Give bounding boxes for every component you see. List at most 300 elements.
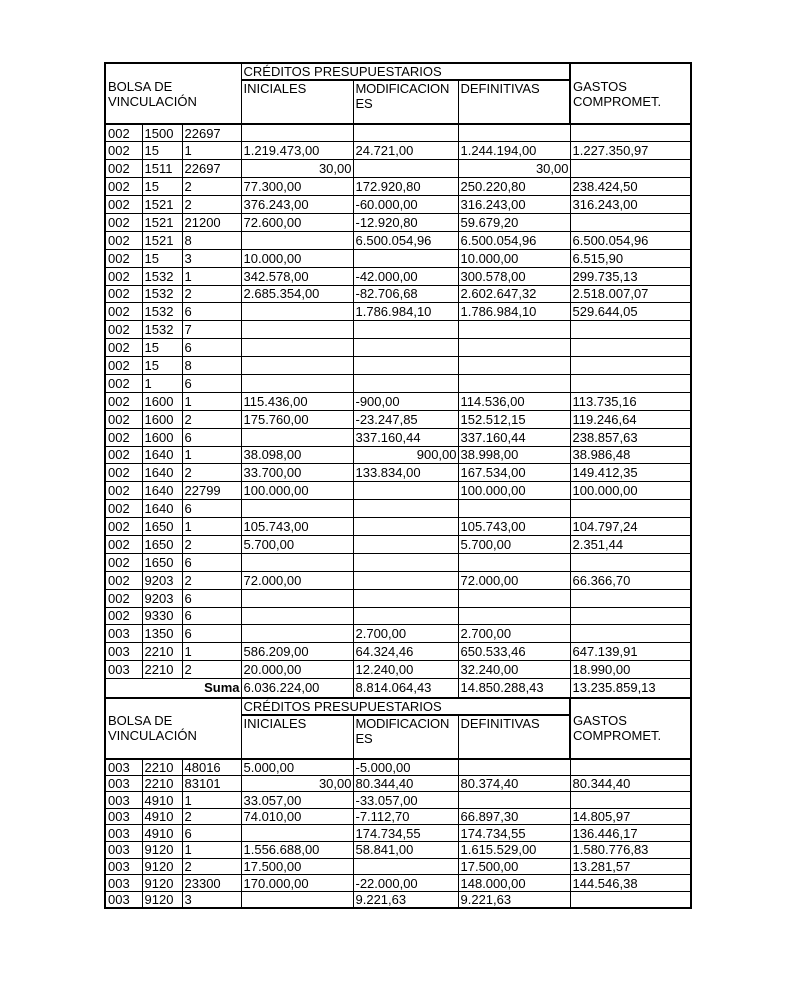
amount-cell [353, 571, 458, 589]
table-row [105, 589, 691, 607]
amount-cell: 66.897,30 [458, 808, 570, 825]
amount-cell: -23.247,85 [353, 410, 458, 428]
amount-cell: 80.344,40 [353, 775, 458, 792]
code-cell: 1 [142, 374, 182, 392]
code-cell: 22697 [182, 124, 241, 142]
code-cell: 1650 [142, 518, 182, 536]
code-cell: 1532 [142, 321, 182, 339]
table-footer [105, 679, 691, 698]
table-header [105, 63, 691, 124]
code-cell: 6 [182, 303, 241, 321]
code-cell: 002 [105, 196, 142, 214]
amount-cell: -12.920,80 [353, 213, 458, 231]
amount-cell: 72.000,00 [458, 571, 570, 589]
header-gastos-comprometidos: GASTOS COMPROMET. [570, 63, 691, 124]
amount-cell [458, 792, 570, 809]
code-cell: 1650 [142, 535, 182, 553]
code-cell: 1600 [142, 392, 182, 410]
amount-cell [353, 607, 458, 625]
code-cell: 002 [105, 178, 142, 196]
code-cell: 002 [105, 142, 142, 160]
amount-cell: 647.139,91 [570, 643, 691, 661]
table-row [105, 321, 691, 339]
amount-cell: 72.000,00 [241, 571, 353, 589]
code-cell: 003 [105, 825, 142, 842]
code-cell: 003 [105, 661, 142, 679]
amount-cell: 6.500.054,96 [458, 231, 570, 249]
amount-cell: 133.834,00 [353, 464, 458, 482]
suma-modificaciones: 8.814.064,43 [353, 679, 458, 698]
code-cell: 002 [105, 160, 142, 178]
code-cell: 003 [105, 759, 142, 776]
amount-cell [241, 891, 353, 908]
amount-cell: 38.098,00 [241, 446, 353, 464]
amount-cell: -33.057,00 [353, 792, 458, 809]
amount-cell: 74.010,00 [241, 808, 353, 825]
amount-cell: 30,00 [241, 775, 353, 792]
code-cell: 1650 [142, 553, 182, 571]
amount-cell: 6.500.054,96 [570, 231, 691, 249]
header-creditos-presupuestarios: CRÉDITOS PRESUPUESTARIOS [241, 699, 570, 715]
code-cell: 9120 [142, 891, 182, 908]
table-row [105, 625, 691, 643]
code-cell: 1640 [142, 446, 182, 464]
amount-cell [458, 357, 570, 375]
code-cell: 2 [182, 178, 241, 196]
table-row [105, 249, 691, 267]
amount-cell: 1.227.350,97 [570, 142, 691, 160]
amount-cell [353, 858, 458, 875]
amount-cell [570, 553, 691, 571]
amount-cell: 2.700,00 [353, 625, 458, 643]
amount-cell [241, 231, 353, 249]
code-cell: 15 [142, 142, 182, 160]
amount-cell: 77.300,00 [241, 178, 353, 196]
amount-cell: -60.000,00 [353, 196, 458, 214]
code-cell: 1 [182, 446, 241, 464]
amount-cell [570, 339, 691, 357]
amount-cell: 114.536,00 [458, 392, 570, 410]
code-cell: 003 [105, 625, 142, 643]
code-cell: 2 [182, 808, 241, 825]
code-cell: 002 [105, 410, 142, 428]
code-cell: 002 [105, 482, 142, 500]
table-row [105, 124, 691, 142]
amount-cell: 342.578,00 [241, 267, 353, 285]
amount-cell [570, 124, 691, 142]
code-cell: 7 [182, 321, 241, 339]
code-cell: 15 [142, 357, 182, 375]
amount-cell [241, 124, 353, 142]
amount-cell: 100.000,00 [570, 482, 691, 500]
table-row [105, 303, 691, 321]
code-cell: 002 [105, 267, 142, 285]
code-cell: 2210 [142, 775, 182, 792]
code-cell: 83101 [182, 775, 241, 792]
amount-cell [353, 321, 458, 339]
code-cell: 003 [105, 891, 142, 908]
amount-cell [241, 607, 353, 625]
amount-cell: 30,00 [241, 160, 353, 178]
amount-cell [570, 891, 691, 908]
code-cell: 1600 [142, 428, 182, 446]
amount-cell [570, 213, 691, 231]
table-row [105, 842, 691, 859]
amount-cell [241, 303, 353, 321]
header-iniciales: INICIALES [241, 715, 353, 759]
code-cell: 2210 [142, 643, 182, 661]
code-cell: 1 [182, 267, 241, 285]
table-row [105, 213, 691, 231]
code-cell: 2 [182, 464, 241, 482]
amount-cell: 80.374,40 [458, 775, 570, 792]
code-cell: 002 [105, 518, 142, 536]
code-cell: 002 [105, 571, 142, 589]
amount-cell [353, 500, 458, 518]
code-cell: 2210 [142, 661, 182, 679]
table-row [105, 267, 691, 285]
code-cell: 3 [182, 891, 241, 908]
amount-cell: 1.219.473,00 [241, 142, 353, 160]
amount-cell: 174.734,55 [353, 825, 458, 842]
table-body-section-2 [105, 759, 691, 908]
code-cell: 1521 [142, 231, 182, 249]
code-cell: 8 [182, 231, 241, 249]
amount-cell: 650.533,46 [458, 643, 570, 661]
budget-table-section-2 [104, 699, 692, 909]
code-cell: 6 [182, 625, 241, 643]
code-cell: 003 [105, 875, 142, 892]
table-row [105, 339, 691, 357]
amount-cell: 100.000,00 [458, 482, 570, 500]
code-cell: 002 [105, 321, 142, 339]
amount-cell: 14.805,97 [570, 808, 691, 825]
table-row [105, 231, 691, 249]
header-modificaciones: MODIFICACIONES [353, 715, 458, 759]
code-cell: 6 [182, 374, 241, 392]
amount-cell [458, 589, 570, 607]
amount-cell: 32.240,00 [458, 661, 570, 679]
amount-cell: 80.344,40 [570, 775, 691, 792]
table-row [105, 775, 691, 792]
amount-cell [458, 374, 570, 392]
amount-cell: 6.515,90 [570, 249, 691, 267]
amount-cell: 2.685.354,00 [241, 285, 353, 303]
code-cell: 2 [182, 535, 241, 553]
code-cell: 002 [105, 392, 142, 410]
amount-cell: 316.243,00 [570, 196, 691, 214]
code-cell: 15 [142, 178, 182, 196]
table-row [105, 891, 691, 908]
table-row [105, 661, 691, 679]
amount-cell: 1.556.688,00 [241, 842, 353, 859]
amount-cell: 2.700,00 [458, 625, 570, 643]
amount-cell: 136.446,17 [570, 825, 691, 842]
amount-cell: 175.760,00 [241, 410, 353, 428]
table-body-section-1 [105, 124, 691, 679]
amount-cell: 174.734,55 [458, 825, 570, 842]
amount-cell: 12.240,00 [353, 661, 458, 679]
amount-cell: 337.160,44 [458, 428, 570, 446]
code-cell: 6 [182, 589, 241, 607]
suma-definitivas: 14.850.288,43 [458, 679, 570, 698]
amount-cell [353, 482, 458, 500]
amount-cell: 1.786.984,10 [353, 303, 458, 321]
code-cell: 6 [182, 553, 241, 571]
amount-cell [241, 374, 353, 392]
code-cell: 2 [182, 571, 241, 589]
amount-cell: -5.000,00 [353, 759, 458, 776]
amount-cell: 250.220,80 [458, 178, 570, 196]
amount-cell: -7.112,70 [353, 808, 458, 825]
code-cell: 1532 [142, 303, 182, 321]
amount-cell [353, 357, 458, 375]
amount-cell [570, 321, 691, 339]
amount-cell: 2.602.647,32 [458, 285, 570, 303]
code-cell: 002 [105, 464, 142, 482]
code-cell: 002 [105, 124, 142, 142]
amount-cell: 1.244.194,00 [458, 142, 570, 160]
code-cell: 002 [105, 213, 142, 231]
amount-cell: 1.580.776,83 [570, 842, 691, 859]
code-cell: 6 [182, 500, 241, 518]
code-cell: 2 [182, 661, 241, 679]
amount-cell: 105.743,00 [241, 518, 353, 536]
code-cell: 1532 [142, 267, 182, 285]
amount-cell: 2.518.007,07 [570, 285, 691, 303]
amount-cell: 5.000,00 [241, 759, 353, 776]
amount-cell: -82.706,68 [353, 285, 458, 303]
amount-cell: 9.221,63 [458, 891, 570, 908]
amount-cell [241, 589, 353, 607]
amount-cell [458, 500, 570, 518]
amount-cell: 238.857,63 [570, 428, 691, 446]
table-row [105, 142, 691, 160]
table-row [105, 875, 691, 892]
code-cell: 2 [182, 858, 241, 875]
amount-cell: 586.209,00 [241, 643, 353, 661]
header-bolsa-de-vinculacion: BOLSA DE VINCULACIÓN [105, 699, 241, 759]
code-cell: 4910 [142, 825, 182, 842]
amount-cell [458, 124, 570, 142]
table-row [105, 285, 691, 303]
table-row [105, 357, 691, 375]
amount-cell [241, 321, 353, 339]
amount-cell [353, 553, 458, 571]
amount-cell [570, 160, 691, 178]
amount-cell [353, 589, 458, 607]
code-cell: 4910 [142, 792, 182, 809]
amount-cell: 38.986,48 [570, 446, 691, 464]
amount-cell [570, 589, 691, 607]
code-cell: 1521 [142, 196, 182, 214]
code-cell: 2 [182, 285, 241, 303]
table-row [105, 410, 691, 428]
amount-cell [570, 374, 691, 392]
amount-cell [241, 625, 353, 643]
amount-cell: 66.366,70 [570, 571, 691, 589]
amount-cell: 59.679,20 [458, 213, 570, 231]
code-cell: 1640 [142, 482, 182, 500]
suma-iniciales: 6.036.224,00 [241, 679, 353, 698]
table-row [105, 428, 691, 446]
table-row [105, 160, 691, 178]
code-cell: 002 [105, 339, 142, 357]
code-cell: 6 [182, 339, 241, 357]
code-cell: 3 [182, 249, 241, 267]
amount-cell: 33.700,00 [241, 464, 353, 482]
code-cell: 1 [182, 142, 241, 160]
amount-cell: 10.000,00 [241, 249, 353, 267]
code-cell: 9330 [142, 607, 182, 625]
amount-cell [570, 607, 691, 625]
amount-cell [353, 339, 458, 357]
amount-cell: 18.990,00 [570, 661, 691, 679]
code-cell: 9203 [142, 589, 182, 607]
code-cell: 1 [182, 792, 241, 809]
amount-cell: 1.615.529,00 [458, 842, 570, 859]
table-row [105, 858, 691, 875]
table-row [105, 446, 691, 464]
table-row [105, 759, 691, 776]
amount-cell: 148.000,00 [458, 875, 570, 892]
code-cell: 002 [105, 303, 142, 321]
table-row [105, 518, 691, 536]
amount-cell: 58.841,00 [353, 842, 458, 859]
amount-cell: 100.000,00 [241, 482, 353, 500]
amount-cell: 24.721,00 [353, 142, 458, 160]
amount-cell [353, 124, 458, 142]
table-row [105, 374, 691, 392]
table-row [105, 464, 691, 482]
code-cell: 002 [105, 607, 142, 625]
code-cell: 15 [142, 339, 182, 357]
code-cell: 1521 [142, 213, 182, 231]
amount-cell [241, 825, 353, 842]
amount-cell [241, 428, 353, 446]
code-cell: 23300 [182, 875, 241, 892]
code-cell: 002 [105, 500, 142, 518]
code-cell: 1 [182, 643, 241, 661]
amount-cell: -42.000,00 [353, 267, 458, 285]
table-row [105, 571, 691, 589]
code-cell: 002 [105, 428, 142, 446]
amount-cell [353, 374, 458, 392]
code-cell: 1 [182, 392, 241, 410]
header-creditos-presupuestarios: CRÉDITOS PRESUPUESTARIOS [241, 63, 570, 80]
amount-cell [570, 500, 691, 518]
amount-cell: 17.500,00 [241, 858, 353, 875]
budget-table-section-1 [104, 62, 692, 699]
code-cell: 6 [182, 825, 241, 842]
code-cell: 15 [142, 249, 182, 267]
amount-cell: 10.000,00 [458, 249, 570, 267]
code-cell: 9120 [142, 858, 182, 875]
code-cell: 2 [182, 410, 241, 428]
amount-cell: 17.500,00 [458, 858, 570, 875]
code-cell: 002 [105, 374, 142, 392]
amount-cell [353, 535, 458, 553]
code-cell: 003 [105, 643, 142, 661]
code-cell: 6 [182, 607, 241, 625]
amount-cell: 5.700,00 [458, 535, 570, 553]
amount-cell: 1.786.984,10 [458, 303, 570, 321]
amount-cell: 13.281,57 [570, 858, 691, 875]
code-cell: 002 [105, 357, 142, 375]
code-cell: 1511 [142, 160, 182, 178]
amount-cell [458, 607, 570, 625]
code-cell: 8 [182, 357, 241, 375]
amount-cell: 30,00 [458, 160, 570, 178]
amount-cell: 299.735,13 [570, 267, 691, 285]
code-cell: 003 [105, 842, 142, 859]
header-gastos-comprometidos: GASTOS COMPROMET. [570, 699, 691, 759]
amount-cell [570, 625, 691, 643]
amount-cell [458, 553, 570, 571]
code-cell: 002 [105, 553, 142, 571]
amount-cell [570, 357, 691, 375]
amount-cell: 337.160,44 [353, 428, 458, 446]
code-cell: 21200 [182, 213, 241, 231]
code-cell: 002 [105, 249, 142, 267]
amount-cell: 6.500.054,96 [353, 231, 458, 249]
amount-cell: 105.743,00 [458, 518, 570, 536]
amount-cell [458, 759, 570, 776]
amount-cell: 33.057,00 [241, 792, 353, 809]
amount-cell: 104.797,24 [570, 518, 691, 536]
amount-cell [458, 339, 570, 357]
amount-cell: 115.436,00 [241, 392, 353, 410]
budget-sheet [104, 62, 692, 909]
amount-cell: 2.351,44 [570, 535, 691, 553]
code-cell: 1600 [142, 410, 182, 428]
code-cell: 22799 [182, 482, 241, 500]
table-row [105, 792, 691, 809]
code-cell: 1640 [142, 464, 182, 482]
code-cell: 1 [182, 518, 241, 536]
code-cell: 48016 [182, 759, 241, 776]
table-row [105, 535, 691, 553]
amount-cell [570, 759, 691, 776]
header-modificaciones: MODIFICACIONES [353, 80, 458, 124]
code-cell: 003 [105, 808, 142, 825]
amount-cell [353, 518, 458, 536]
amount-cell: 5.700,00 [241, 535, 353, 553]
amount-cell: 119.246,64 [570, 410, 691, 428]
amount-cell: 300.578,00 [458, 267, 570, 285]
code-cell: 002 [105, 589, 142, 607]
code-cell: 002 [105, 446, 142, 464]
amount-cell: 72.600,00 [241, 213, 353, 231]
code-cell: 002 [105, 231, 142, 249]
table-row [105, 808, 691, 825]
table-row [105, 643, 691, 661]
amount-cell: 316.243,00 [458, 196, 570, 214]
amount-cell: 900,00 [353, 446, 458, 464]
amount-cell [570, 792, 691, 809]
amount-cell: 113.735,16 [570, 392, 691, 410]
amount-cell: -22.000,00 [353, 875, 458, 892]
amount-cell: 167.534,00 [458, 464, 570, 482]
suma-gastos: 13.235.859,13 [570, 679, 691, 698]
amount-cell [241, 500, 353, 518]
table-header [105, 699, 691, 759]
amount-cell: 238.424,50 [570, 178, 691, 196]
amount-cell: -900,00 [353, 392, 458, 410]
amount-cell: 170.000,00 [241, 875, 353, 892]
amount-cell [241, 339, 353, 357]
header-definitivas: DEFINITIVAS [458, 80, 570, 124]
